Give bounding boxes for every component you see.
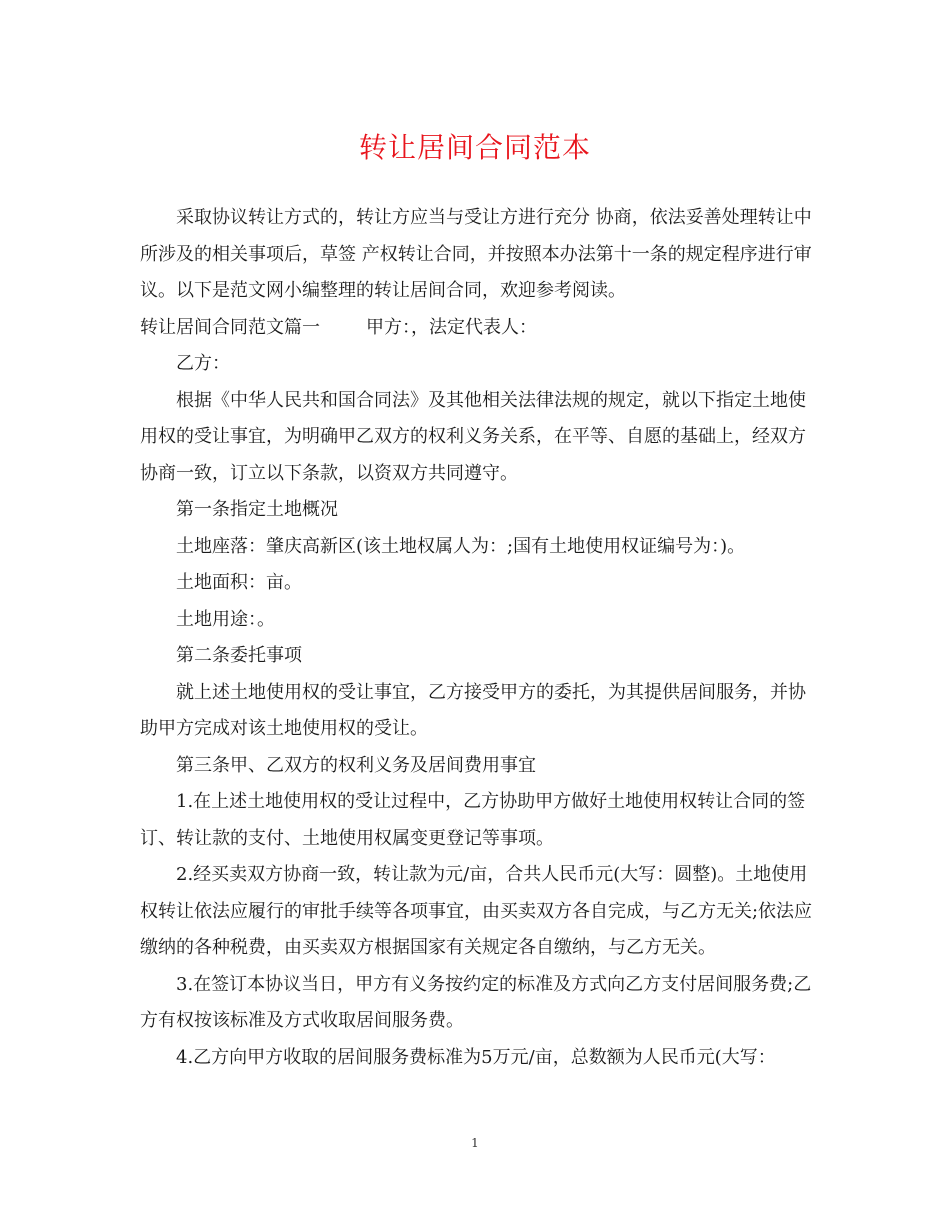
party-a-line: 甲方：，法定代表人： [366,316,537,338]
party-b-line: 乙方： [176,353,230,374]
article-2-heading: 第二条委托事项 [176,645,302,666]
document-body [140,200,820,1076]
article-3-heading: 第三条甲、乙双方的权利义务及居间费用事宜 [176,754,536,776]
land-location: 土地座落：肇庆高新区(该土地权属人为：;国有土地使用权证编号为：)。 [176,535,746,557]
document-title: 转让居间合同范本 [358,131,591,164]
intro-paragraph: 采取协议转让方式的，转让方应当与受让方进行充分 协商，依法妥善处理转让中所涉及的相关事项后，草签 产权转让合同，并按照本办法第十一条的规定程序进行审议。以下是范文网小编整理的转让居间合同，欢迎参考阅读。 [140,207,812,301]
article-1-heading: 第一条指定土地概况 [176,499,338,520]
land-use: 土地用途：。 [176,608,275,630]
preamble-paragraph: 根据《中华人民共和国合同法》及其他相关法律法规的规定，就以下指定土地使用权的受让事宜，为明确甲乙双方的权利义务关系，在平等、自愿的基础上，经双方协商一致，订立以下条款，以资双方共同遵守。 [140,389,806,484]
clause-1: 1.在上述土地使用权的受让过程中，乙方协助甲方做好土地使用权转让合同的签订、转让款的支付、土地使用权属变更登记等事项。 [140,791,806,849]
section-heading-line [140,310,820,347]
section-heading: 转让居间合同范文篇一 [140,316,320,338]
clause-3: 3.在签订本协议当日，甲方有义务按约定的标准及方式向乙方支付居间服务费;乙方有权按该标准及方式收取居间服务费。 [140,973,812,1031]
land-area: 土地面积：亩。 [176,572,302,593]
page-number: 1 [471,1136,479,1150]
clause-2: 2.经买卖双方协商一致，转让款为元/亩，合共人民币元(大写：圆整)。土地使用权转让依法应履行的审批手续等各项事宜，由买卖双方各自完成，与乙方无关;依法应缴纳的各种税费，由买卖双方根据国家有关规定各自缴纳，与乙方无关。 [140,864,813,958]
article-2-paragraph: 就上述土地使用权的受让事宜，乙方接受甲方的委托，为其提供居间服务，并协助甲方完成对该土地使用权的受让。 [140,681,806,739]
clause-4: 4.乙方向甲方收取的居间服务费标准为5万元/亩，总数额为人民币元(大写： [176,1046,776,1068]
